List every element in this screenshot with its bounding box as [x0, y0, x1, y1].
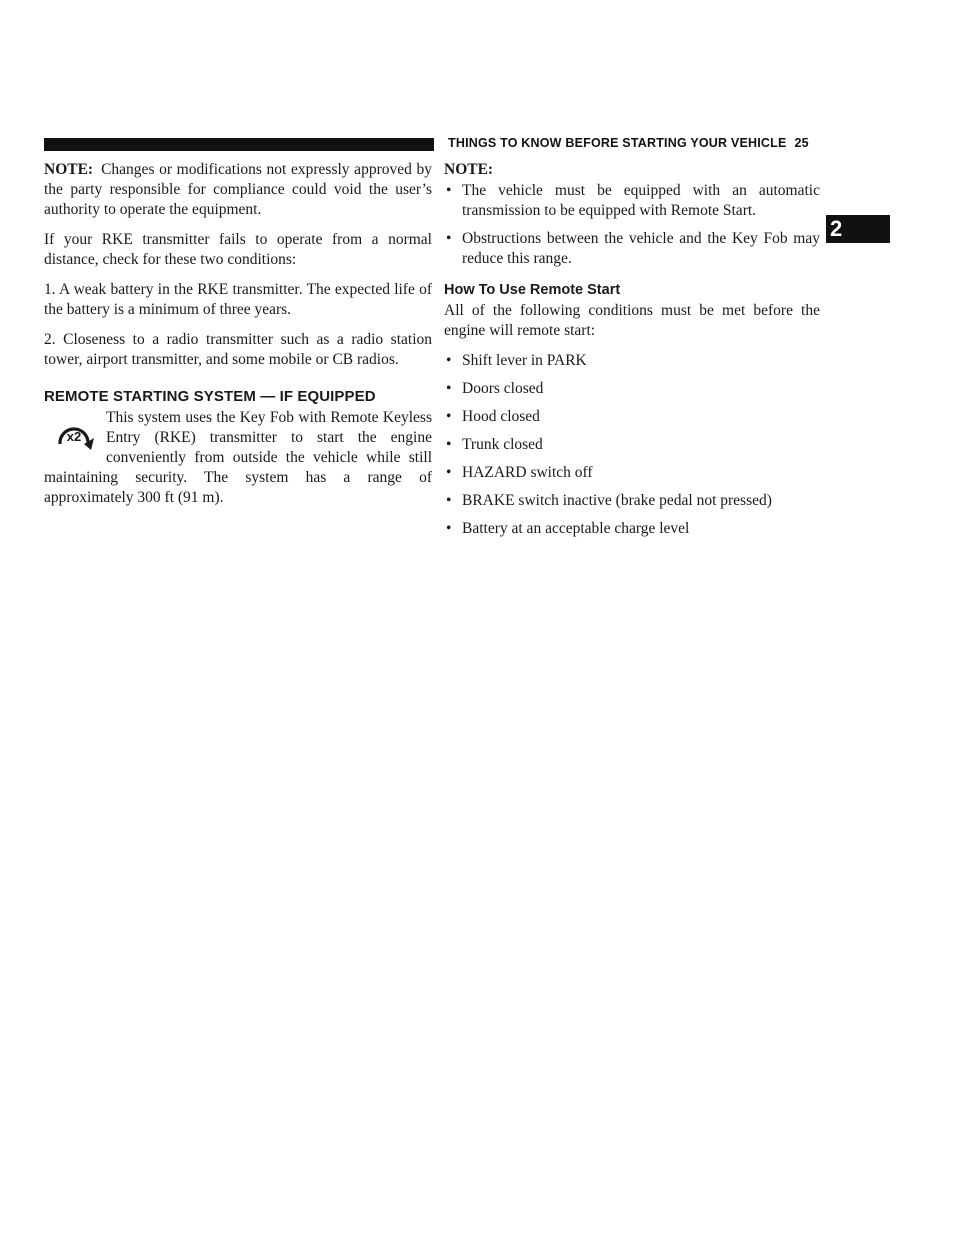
list-item-text: Shift lever in PARK [462, 352, 587, 369]
left-column [44, 160, 432, 508]
list-item-text: Hood closed [462, 408, 540, 425]
chapter-tab: 2 [826, 215, 890, 243]
list-item [444, 379, 820, 399]
bullet-dot: • [446, 380, 452, 397]
list-item-text: Obstructions between the vehicle and the Key Fob may reduce this range. [462, 230, 820, 267]
note-label: NOTE: [44, 161, 94, 178]
list-item [444, 491, 820, 511]
list-item-text: The vehicle must be equipped with an automatic transmission to be equipped with Remote Start. [462, 182, 820, 219]
bullet-dot: • [446, 492, 452, 509]
note-bullet-list [444, 181, 820, 269]
list-item [444, 229, 820, 269]
list-item-text: BRAKE switch inactive (brake pedal not pressed) [462, 492, 772, 509]
bullet-dot: • [446, 230, 452, 247]
list-item-text: Battery at an acceptable charge level [462, 520, 690, 537]
section-body: This system uses the Key Fob with Remote Keyless Entry (RKE) transmitter to start the engine conveniently from outside the vehicle while still maintaining security. The system has a range of approximately 300 ft (91 m). [44, 409, 432, 506]
list-item-text: Doors closed [462, 380, 544, 397]
closeness-paragraph: 2. Closeness to a radio transmitter such as a radio station tower, airport transmitter, and some mobile or CB radios. [44, 331, 432, 368]
list-item [444, 463, 820, 483]
running-header [448, 136, 828, 150]
note-heading: NOTE: [444, 161, 494, 178]
list-item-text: HAZARD switch off [462, 464, 593, 481]
header-rule [44, 138, 434, 151]
remote-start-x2-icon [44, 410, 102, 464]
conditions-intro: All of the following conditions must be met before the engine will remote start: [444, 302, 820, 339]
bullet-dot: • [446, 408, 452, 425]
list-item [444, 519, 820, 539]
remote-start-description [44, 408, 432, 508]
list-item-text: Trunk closed [462, 436, 543, 453]
conditions-list [444, 351, 820, 539]
page-number: 25 [794, 136, 809, 150]
subsection-title: How To Use Remote Start [444, 282, 621, 298]
section-title: REMOTE STARTING SYSTEM — IF EQUIPPED [44, 388, 376, 405]
list-item [444, 181, 820, 221]
list-item [444, 407, 820, 427]
bullet-dot: • [446, 436, 452, 453]
list-item [444, 435, 820, 455]
list-item [444, 351, 820, 371]
icon-label: x2 [66, 429, 82, 444]
bullet-dot: • [446, 352, 452, 369]
note-text: Changes or modifications not expressly approved by the party responsible for compliance could void the user’s authority to operate the equipment. [44, 161, 432, 218]
bullet-dot: • [446, 464, 452, 481]
bullet-dot: • [446, 520, 452, 537]
note-paragraph [44, 160, 432, 220]
bullet-dot: • [446, 182, 452, 199]
weak-battery-paragraph: 1. A weak battery in the RKE transmitter. The expected life of the battery is a minimum of three years. [44, 281, 432, 318]
right-column [444, 160, 820, 547]
rke-fail-paragraph: If your RKE transmitter fails to operate from a normal distance, check for these two conditions: [44, 231, 432, 268]
header-title: THINGS TO KNOW BEFORE STARTING YOUR VEHICLE [448, 136, 787, 150]
